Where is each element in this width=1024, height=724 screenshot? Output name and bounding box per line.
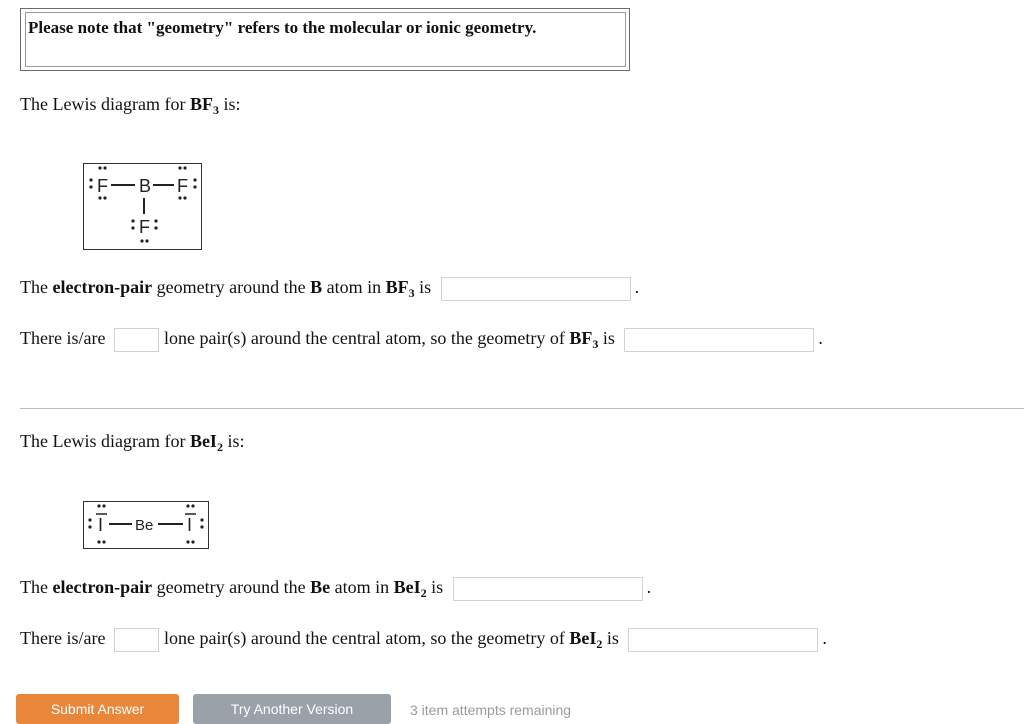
note-text: Please note that "geometry" refers to the molecular or ionic geometry. [28, 18, 537, 37]
answer-input-geometry-bei2[interactable] [628, 628, 818, 652]
lewis-structure-bei2 [84, 502, 208, 548]
answer-input-epg-bei2[interactable] [453, 577, 643, 601]
atom-f-left: F [97, 176, 108, 196]
lewis-structure-bf3 [84, 164, 201, 249]
lewis-intro-bf3 [20, 94, 240, 118]
question-lonepairs-bei2: There is/are lone pair(s) around the central atom, so the geometry of BeI$_2$ is . [20, 628, 827, 652]
atom-i-right: I [187, 515, 193, 535]
answer-input-lonepairs-bei2[interactable] [114, 628, 159, 652]
note-box [20, 8, 630, 71]
question-epg-bf3: The electron-pair geometry around the B atom in $BF_3$ is . [20, 277, 640, 301]
lone-pairs-left-i [88, 504, 105, 543]
answer-input-lonepairs-bf3[interactable] [114, 328, 159, 352]
question-lonepairs-bf3: There is/are lone pair(s) around the central atom, so the geometry of $BF_3$ is . [20, 328, 823, 352]
formula-bei2: BeI$_2$ [189, 431, 223, 454]
lewis-intro-suffix: is: [218, 94, 241, 114]
section-divider [20, 408, 1024, 409]
atom-i-left: I [98, 515, 104, 535]
answer-input-geometry-bf3[interactable] [624, 328, 814, 352]
question-epg-bei2: The electron-pair geometry around the Be atom in BeI$_2$ is . [20, 577, 652, 601]
atom-be-center: Be [135, 517, 154, 534]
attempts-remaining-text: 3 item attempts remaining [410, 702, 572, 718]
atom-b-center: B [139, 176, 152, 196]
submit-answer-button[interactable]: Submit Answer [16, 694, 179, 724]
formula-bf3: $BF_3$ [189, 94, 219, 117]
lewis-diagram-bei2 [83, 501, 209, 549]
atom-f-bottom: F [139, 217, 150, 237]
lewis-intro-text: The Lewis diagram for [20, 94, 190, 114]
lewis-diagram-bf3 [83, 163, 202, 250]
try-another-version-button[interactable]: Try Another Version [193, 694, 391, 724]
answer-input-epg-bf3[interactable] [441, 277, 631, 301]
atom-f-right: F [177, 176, 188, 196]
lewis-intro-bei2: The Lewis diagram for BeI$_2$ is: [20, 431, 245, 454]
